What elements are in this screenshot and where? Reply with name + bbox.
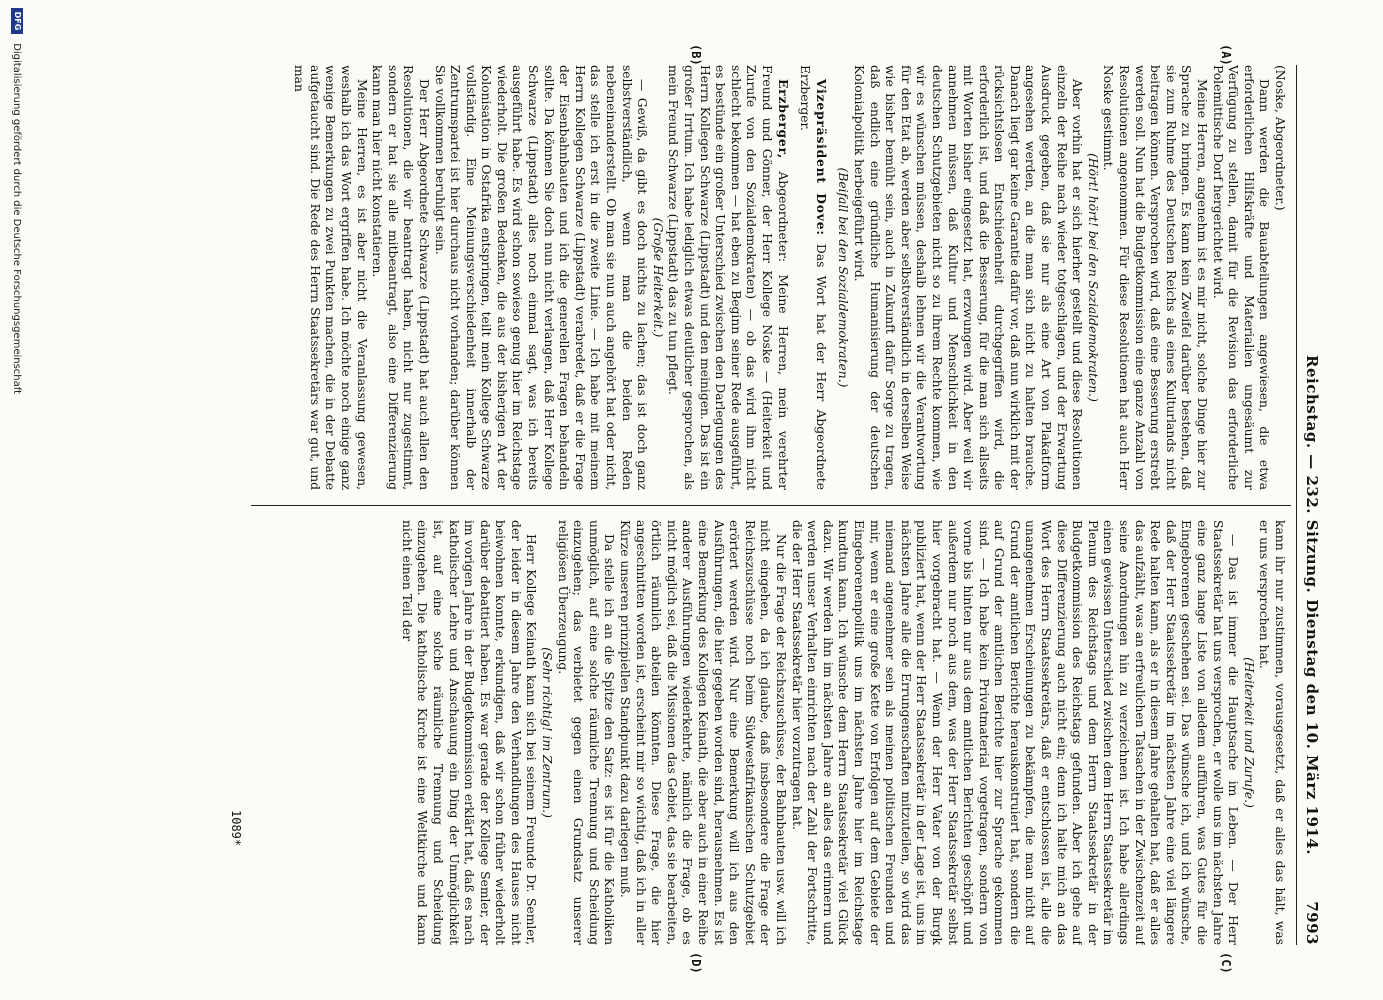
- margin-marker-c: (C): [1219, 952, 1233, 974]
- paragraph-text: Abgeordneter: Meine Herren, mein verehrter Freund und Gönner, der Herr Kollege Noske — (Heiterkeit und Zurufe von den Sozialdemokraten) — ob das wird ihm nicht schlecht bekommen — hat eben zu Beginn seiner Rede ausgeführt, es bestünde ein großer Unterschied zwischen den Darlegungen des Herrn Kollegen Schwarze (Lippstadt) und den meinigen. Das ist ein großer Irrtum. Ich habe lediglich etwas deutlicher gesprochen, als mein Freund Schwarze (Lippstadt) das zu tun pflegt.: [666, 65, 790, 490]
- paragraph: Da stelle ich an die Spitze den Satz: es ist für die Katholiken unmöglich, auf eine solche räumliche Trennung und Scheidung einzugehen; das verbietet gegen einen Grundsatz unserer religiösen Überzeugung.: [555, 520, 617, 945]
- paragraph: Herr Kollege Keinath kann sich bei seinem Freunde Dr. Semler, der leider in diesem Jahre den Verhandlungen des Hauses nicht beiwohnen konnte, erkundigen, daß wir schon früher wiederholt darüber debattiert haben. Es war gerade der Kollege Semler, der im vorigen Jahre in der Budgetkommission erklärt hat, daß es nach katholischer Lehre und Anschauung ein Ding der Unmöglichkeit ist, auf eine solche räumliche Trennung und Scheidung einzugehen. Die katholische Kirche ist eine Weltkirche und kann nicht einen Teil der: [399, 520, 539, 945]
- paragraph-text: Das Wort hat der Herr Abgeordnete Erzberger.: [798, 65, 828, 490]
- paragraph: — Das ist immer die Hauptsache im Leben. — Der Herr Staatssekretär hat uns versprochen, er wolle uns im nächsten Jahre eine ganz lange Liste von alledem aufführen, was Gutes für die Eingeborenen geschehen sei. Das wünsche ich, und ich wünsche, daß der Herr Staatssekretär im nächsten Jahre eine viel längere Rede halten kann, als er in diesem Jahre gehalten hat, daß er alles das aufzählt, was an erfreulichen Tatsachen in der Zwischenzeit auf seine Anordnungen hin zu verzeichnen ist. Ich habe allerdings einen gewissen Unterschied zwischen dem Herrn Staatssekretär im Plenum des Reichstags und dem Herrn Staatssekretär in der Budgetkommission des Reichstags gefunden. Aber ich gehe auf diese Differenzierung auch nicht ein; denn ich halte mich an das Wort des Herrn Staatssekretärs, daß er entschlossen ist, alle die unangenehmen Erscheinungen zu bekämpfen, die man nicht auf Grund der amtlichen Berichte herauskonstruiert hat, sondern die auf Grund der amtlichen Berichte hier zur Sprache gekommen sind. — Ich habe kein Privatmaterial vorgetragen, sondern von vorne bis hinten nur aus dem amtlichen Berichten geschöpft und außerdem nur noch aus dem, was der Herr Staatssekretär selbst hier vorgebracht hat. — Wenn der Herr Vater von der Burgk publiziert hat, wenn der Herr Staatssekretär in der Lage ist, uns im nächsten Jahre alle die Errungenschaften mitzuteilen, so wird das niemand angenehmer sein als meinen politischen Freunden und mir, wenn er eine große Kette von Erfolgen auf dem Gebiete der Eingeborenenpolitik uns im nächsten Jahre hier im Reichstage kundtun kann. Ich wünsche dem Herrn Staatssekretär viel Glück dazu. Wir werden ihn im nächsten Jahre an alles das erinnern und werden unser Verhalten einrichten nach der Zahl der Fortschritte, die der Herr Staatssekretär hier vorzutragen hat.: [789, 520, 1241, 945]
- header-right-title: Dienstag den 10. März 1914.: [1303, 599, 1321, 855]
- header-left-title: Reichstag. — 232. Sitzung.: [1303, 355, 1321, 594]
- column-divider: [251, 505, 1291, 506]
- page-number: 7993: [1303, 901, 1321, 945]
- margin-marker-a: (A): [1219, 44, 1233, 66]
- margin-marker-b: (B): [689, 44, 703, 66]
- paragraph: (Noske, Abgeordneter.): [1273, 65, 1287, 211]
- digitization-credit-text: Digitalisierung gefördert durch die Deutsche Forschungsgemeinschaft: [11, 43, 23, 395]
- digitization-credit: [5, 0, 23, 1000]
- right-text-column: [257, 520, 1287, 945]
- paragraph: Dann werden die Bauabteilungen angewiesen, die etwa erforderlichen Hilfskräfte und Materialien ungesäumt zur Verfügung zu stellen, damit für die Revision das erforderliche Polemittische Dorf hergerichtet wird.: [1210, 65, 1272, 490]
- interjection: (Beifall bei den Sozialdemokraten.): [836, 167, 851, 388]
- interjection: (Hört! hört! bei den Sozialdemokraten.): [1085, 153, 1100, 402]
- paragraph: Nur die Frage der Reichszuschüsse, der Bahnbauten usw. will ich nicht eingehen, da ich glaube, daß insbesondere die Frage der Reichszuschüsse noch beim Südwestafrikanischen Schutzgebiet erörtert werden wird. Nur eine Bemerkung will ich aus den Ausführungen, die hier gegeben worden sind, herausnehmen. Es ist eine Bemerkung des Kollegen Keinath, die aber auch in einer Reihe anderer Ausführungen wiederkehrte, nämlich die Frage, ob es nicht möglich sei, daß die Missionen das Gebiet, das sie bearbeiten, örtlich räumlich abteilen könnten. Diese Frage, die hier angeschnitten worden ist, erscheint mir so wichtig, daß ich in aller Kürze unseren prinzipiellen Standpunkt dazu darlegen muß.: [618, 520, 788, 945]
- footer-sheet-number: 1089*: [229, 810, 243, 847]
- paragraph: — Gewiß, da gibt es doch nichts zu lachen; das ist doch ganz selbstverständlich, wenn man die beiden Reden nebeneinanderstellt. Ob man sie nun auch angehört hat oder nicht, das stelle ich erst in die zweite Linie. — Ich habe mit meinem Herrn Kollegen Schwarze (Lippstadt) verabredet, daß er die Frage der Eisenbahnbauten und ich die generellen Fragen behandeln sollte. Da können Sie doch nun nicht verlangen, daß Herr Kollege Schwarze (Lippstadt) alles noch einmal sagt, was ich bereits ausgeführt habe. Es wird schon sowieso genug hier im Reichstage wiederholt. Die großen Bedenken, die aus der bisherigen Art der Kolonisation in Ostafrika entspringen, teilt mein Kollege Schwarze vollständig. Eine Meinungsverschiedenheit innerhalb der Zentrumspartei ist hier durchaus nicht vorhanden; darüber können Sie vollkommen beruhigt sein.: [432, 65, 650, 490]
- paragraph: Meine Herren, es ist aber nicht die Veranlassung gewesen, weshalb ich das Wort ergriffen habe. Ich möchte noch einige ganz wenige Bemerkungen zu zwei Punkten machen, die in der Debatte aufgetaucht sind. Die Rede des Herrn Staatssekretärs war gut, und man: [292, 65, 369, 490]
- interjection: (Heiterkeit und Zurufe.): [1241, 657, 1256, 808]
- page-header: [1296, 65, 1323, 945]
- interjection: (Sehr richtig! im Zentrum.): [540, 647, 555, 818]
- paragraph: kann ihr nur zustimmen, vorausgesetzt, daß er alles das hält, was er uns versprochen hat.: [1257, 520, 1287, 945]
- paragraph: Der Herr Abgeordnete Schwarze (Lippstadt) hat auch allen den Resolutionen, die wir beantragt haben, nicht nur zugestimmt, sondern er hat sie alle mitbeantragt, also eine Differenzierung kann man hier nicht konstatieren.: [370, 65, 431, 490]
- paragraph: Meine Herren, angenehm ist es mir nicht, solche Dinge hier zur Sprache zu bringen. Es kann kein Zweifel darüber bestehen, daß sie zum Ruhme des Deutschen Reichs als eines Kulturlands nicht beitragen können. Versprochen wird, daß eine Besserung erstrebt werden soll. Nun hat die Budgetkommission eine ganze Anzahl von Resolutionen angenommen. Für diese Resolutionen hat auch Herr Noske gestimmt.: [1101, 65, 1210, 490]
- speaker-name: Vizepräsident Dove:: [813, 79, 829, 236]
- paragraph: [797, 65, 829, 490]
- margin-marker-d: (D): [689, 952, 703, 974]
- dfg-logo: DFG: [11, 8, 23, 34]
- paragraph: [665, 65, 791, 490]
- paragraph: Aber vorhin hat er sich hierher gestellt und diese Resolutionen einzeln der Reihe nach wieder totgeschlagen, und der Erwartung Ausdruck gegeben, daß sie nur als eine Art von Plakatform angesehen werden, an die man sich nicht zu halten brauche. Danach liegt gar keine Garantie dafür vor, daß nun wirklich mit der rücksichtslosen Entschiedenheit durchgegriffen wird, die erforderlich ist, und daß die Besserung, für die man sich allseits mit Worten bisher eingesetzt hat, erzwungen wird. Aber weil wir annehmen müssen, daß Kultur und Menschlichkeit in den deutschen Schutzgebieten nicht so zu ihrem Rechte kommen, wie wir es wünschen müssen, deshalb lehnen wir die Verantwortung für den Etat ab, werden aber selbstverständlich in derselben Weise wie bisher bemüht sein, auch in Zukunft dafür Sorge zu tragen, daß endlich eine gründliche Humanisierung der deutschen Kolonialpolitik herbeigeführt wird.: [851, 65, 1085, 490]
- left-text-column: [257, 65, 1287, 490]
- speaker-name: Erzberger,: [775, 79, 791, 160]
- interjection: (Große Heiterkeit.): [650, 217, 665, 338]
